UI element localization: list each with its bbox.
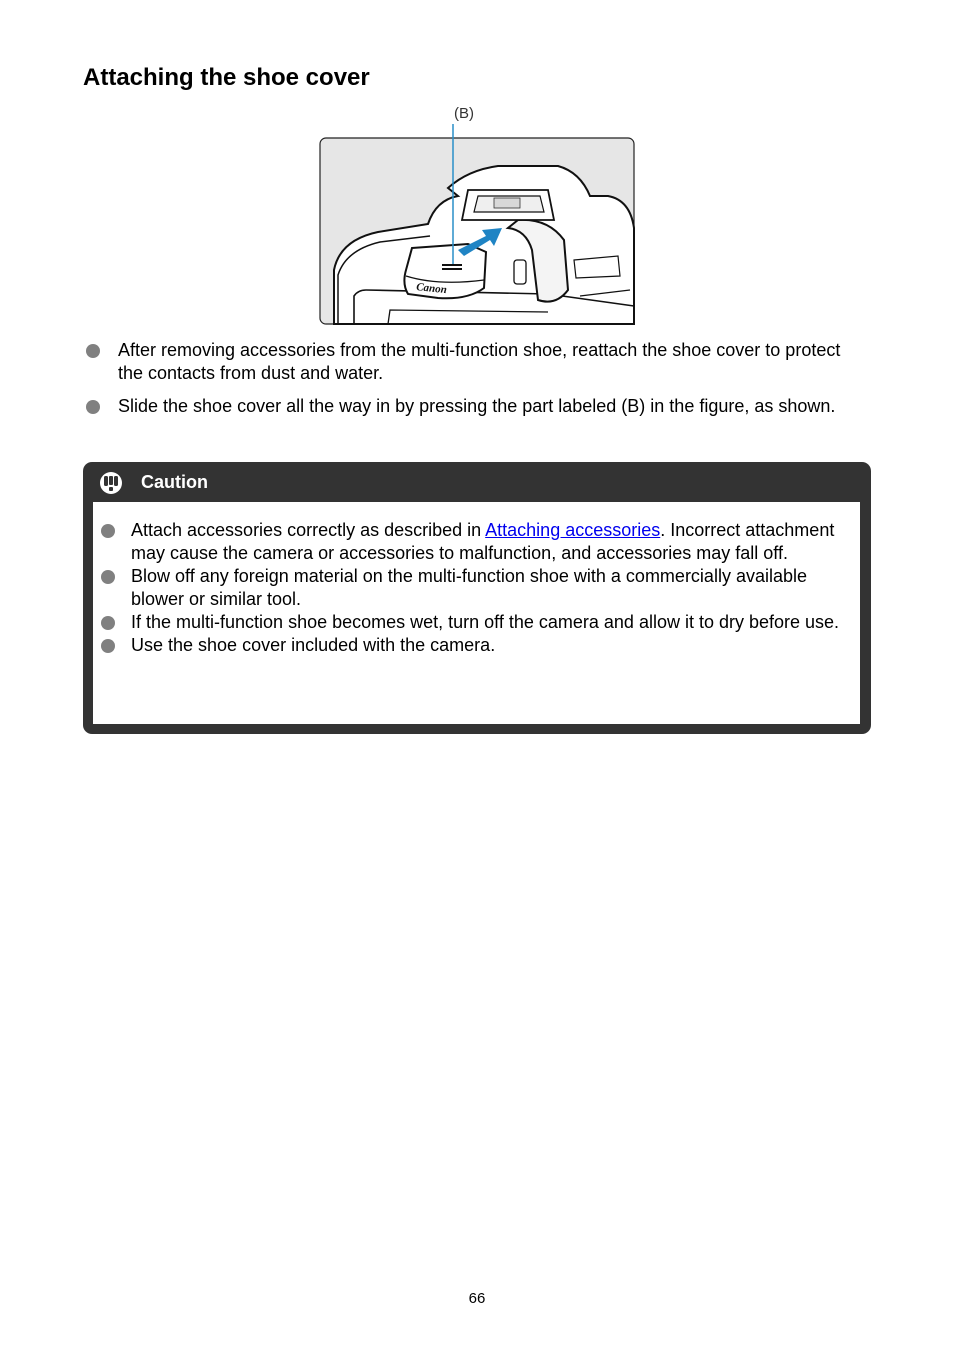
bullet-icon [101,639,115,653]
list-item [100,565,845,611]
caution-title: Caution [141,472,208,492]
list-item [83,395,863,418]
instruction-list [83,339,863,428]
caution-list [100,519,845,657]
bullet-icon [101,616,115,630]
list-item-text: Slide the shoe cover all the way in by pressing the part labeled (B) in the figure, as shown. [118,396,836,416]
warning-icon [99,471,123,495]
bullet-icon [86,400,100,414]
list-item-text: Use the shoe cover included with the camera. [131,635,496,655]
list-item [100,611,845,634]
shoe-cover-figure [318,100,638,328]
list-item-text: Blow off any foreign material on the multi-function shoe with a commercially available blower or similar tool. [131,566,807,609]
attaching-accessories-link[interactable]: Attaching accessories [485,520,661,540]
list-item-text: Attach accessories correctly as described in Attaching accessories. Incorrect attachment may cause the camera or accessories to malfunction, and accessories may fall off. [131,520,835,563]
section-title: Attaching the shoe cover [83,64,370,91]
caution-body [93,502,860,724]
page-number: 66 [468,1290,486,1307]
list-item [100,634,845,657]
callout-label: (B) [454,105,474,122]
bullet-icon [101,570,115,584]
list-item [83,339,863,385]
camera-illustration [318,100,638,328]
bullet-icon [101,524,115,538]
brand-label: Canon [415,281,448,297]
caution-header [83,462,871,502]
bullet-icon [86,344,100,358]
list-item [100,519,845,565]
caution-box [83,462,871,734]
list-item-text: After removing accessories from the multi-function shoe, reattach the shoe cover to protect the contacts from dust and water. [118,340,841,383]
list-item-text: If the multi-function shoe becomes wet, turn off the camera and allow it to dry before use. [131,612,840,632]
